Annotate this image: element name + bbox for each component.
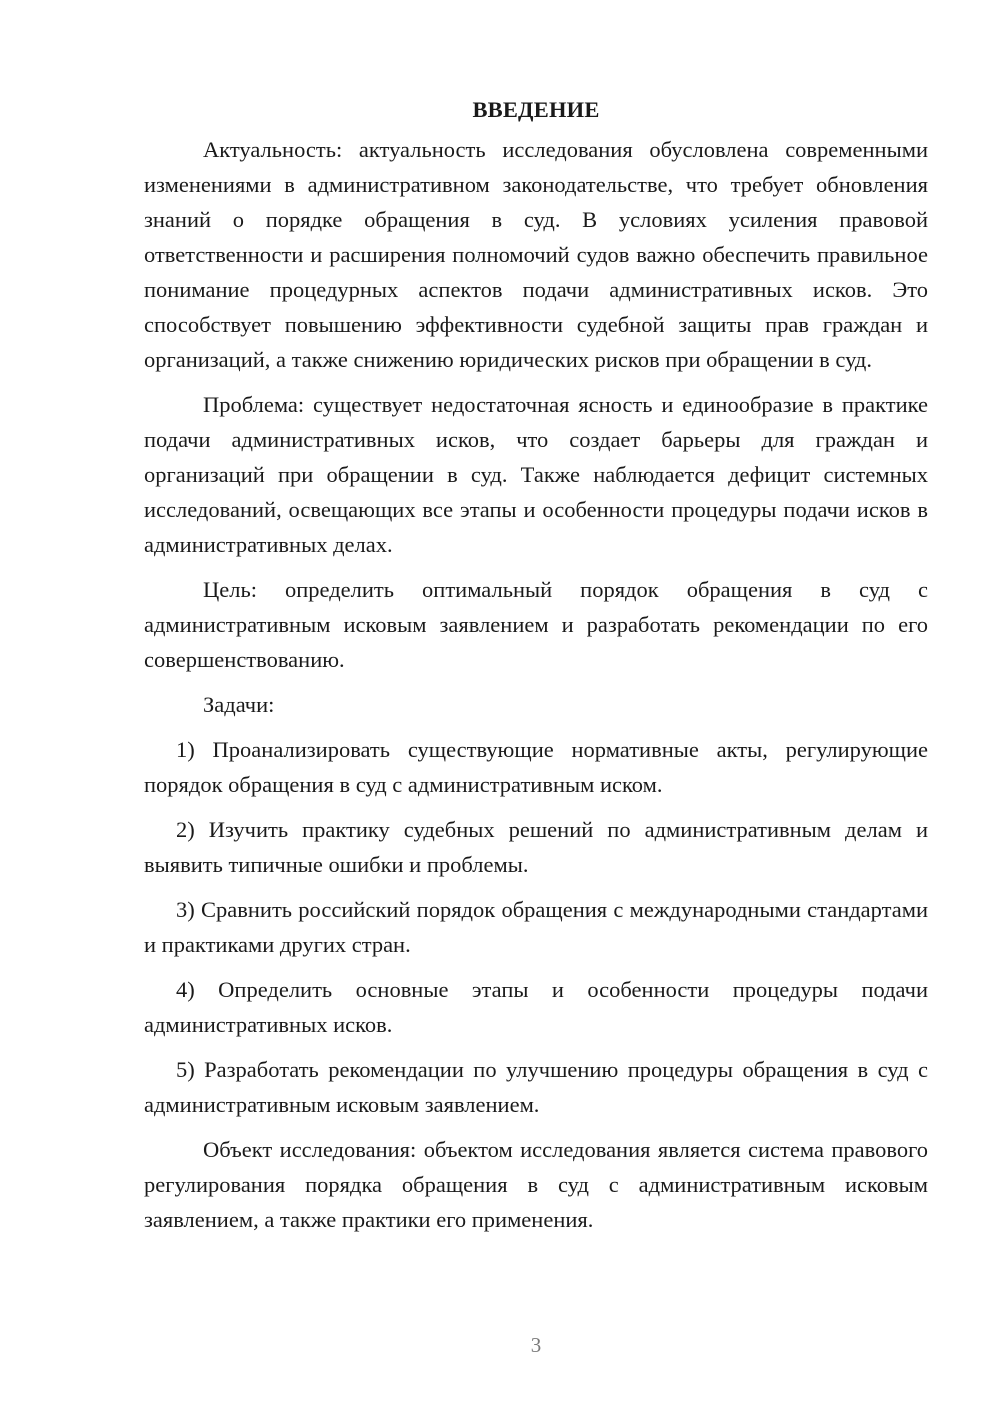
goal-paragraph: Цель: определить оптимальный порядок обращения в суд с административным исковым заявлением и разработать рекомендации по его совершенствованию. xyxy=(144,577,928,672)
document-page xyxy=(144,92,928,1237)
task-item: 3) Сравнить российский порядок обращения с международными стандартами и практиками других стран. xyxy=(144,897,928,957)
tasks-heading: Задачи: xyxy=(203,692,275,717)
task-item: 2) Изучить практику судебных решений по административным делам и выявить типичные ошибки и проблемы. xyxy=(144,817,928,877)
task-item: 1) Проанализировать существующие нормативные акты, регулирующие порядок обращения в суд с административным иском. xyxy=(144,737,928,797)
section-title: ВВЕДЕНИЕ xyxy=(472,97,600,122)
page-number: 3 xyxy=(530,1333,542,1357)
relevance-paragraph: Актуальность: актуальность исследования обусловлена современными изменениями в административном законодательстве, что требует обновления знаний о порядке обращения в суд. В условиях усиления правовой ответственности и расширения полномочий судов важно обеспечить правильное понимание процедурных аспектов подачи административных исков. Это способствует повышению эффективности судебной защиты прав граждан и организаций, а также снижению юридических рисков при обращении в суд. xyxy=(144,137,928,372)
task-item: 5) Разработать рекомендации по улучшению процедуры обращения в суд с административным исковым заявлением. xyxy=(144,1057,928,1117)
object-paragraph: Объект исследования: объектом исследования является система правового регулирования порядка обращения в суд с административным исковым заявлением, а также практики его применения. xyxy=(144,1137,928,1232)
task-item: 4) Определить основные этапы и особенности процедуры подачи административных исков. xyxy=(144,977,928,1037)
problem-paragraph: Проблема: существует недостаточная ясность и единообразие в практике подачи административных исков, что создает барьеры для граждан и организаций при обращении в суд. Также наблюдается дефицит системных исследований, освещающих все этапы и особенности процедуры подачи исков в административных делах. xyxy=(144,392,928,557)
